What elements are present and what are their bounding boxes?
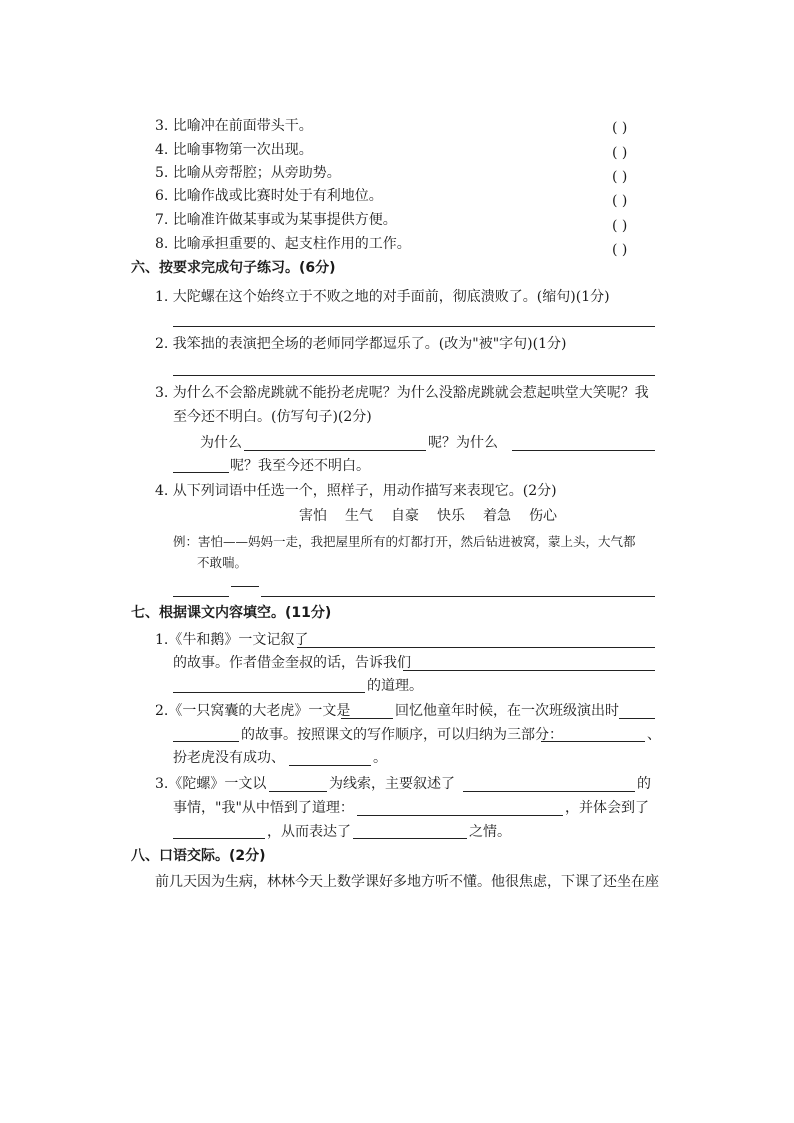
word-angry[interactable]: 生气: [345, 508, 373, 524]
definition-item-4: 4. 比喻事物第一次出现。: [155, 142, 313, 158]
answer-paren-8[interactable]: ( ): [612, 242, 628, 258]
fill-blank-7-3b[interactable]: [463, 791, 635, 792]
word-happy[interactable]: 快乐: [437, 508, 465, 524]
word-proud[interactable]: 自豪: [391, 508, 419, 524]
answer-line-6-1[interactable]: [173, 326, 655, 327]
answer-paren-4[interactable]: ( ): [612, 145, 628, 161]
fill-text-not-understand: 呢？我至今还不明白。: [230, 458, 370, 474]
section-7-heading: 七、根据课文内容填空。(11分): [131, 605, 332, 621]
section-7-q3-b: 为线索，主要叙述了: [329, 776, 455, 792]
answer-paren-6[interactable]: ( ): [612, 193, 628, 209]
section-6-question-1: 1. 大陀螺在这个始终立于不败之地的对手面前，彻底溃败了。(缩句)(1分): [155, 289, 610, 305]
section-6-heading: 六、按要求完成句子练习。(6分): [131, 260, 336, 276]
fill-blank-7-3a[interactable]: [269, 791, 327, 792]
fill-blank-7-3c[interactable]: [357, 815, 563, 816]
definition-item-6: 6. 比喻作战或比赛时处于有利地位。: [155, 188, 383, 204]
example-line-2: 不敢喘。: [197, 555, 248, 570]
section-7-q2-e: 扮老虎没有成功、: [173, 750, 285, 766]
section-8-text: 前几天因为生病，林林今天上数学课好多地方听不懂。他很焦虑，下课了还坐在座: [155, 874, 659, 890]
section-6-question-2: 2. 我笨拙的表演把全场的老师同学都逗乐了。(改为"被"字句)(1分): [155, 336, 567, 352]
fill-blank-7-2c[interactable]: [173, 741, 239, 742]
section-7-q2-c: 的故事。按照课文的写作顺序，可以归纳为三部分：: [241, 727, 563, 743]
section-8-heading: 八、口语交际。(2分): [131, 848, 266, 864]
fill-blank-7-1b[interactable]: [403, 670, 655, 671]
fill-blank-word[interactable]: [173, 596, 229, 597]
fill-blank-7-3d[interactable]: [173, 838, 265, 839]
definition-item-7: 7. 比喻准许做某事或为某事提供方便。: [155, 212, 397, 228]
section-7-q3-a: 3.《陀螺》一文以: [155, 776, 267, 792]
dash-mark: [231, 586, 259, 587]
section-7-q3-c: 的: [637, 776, 651, 792]
answer-paren-5[interactable]: ( ): [612, 169, 628, 185]
section-7-q2-d: 、: [647, 727, 661, 743]
section-7-q2-b: 回忆他童年时候，在一次班级演出时: [395, 703, 619, 719]
section-7-q3-f: ，从而表达了: [267, 824, 351, 840]
word-afraid[interactable]: 害怕: [299, 508, 327, 524]
fill-text-why: 为什么: [200, 435, 242, 451]
section-7-q3-e: ，并体会到了: [565, 800, 649, 816]
section-7-q2-f: 。: [373, 750, 387, 766]
fill-blank-6-3b[interactable]: [512, 450, 655, 451]
answer-paren-7[interactable]: ( ): [612, 218, 628, 234]
definition-item-5: 5. 比喻从旁帮腔；从旁助势。: [155, 165, 341, 181]
fill-blank-7-2e[interactable]: [289, 765, 371, 766]
fill-blank-6-3a[interactable]: [244, 450, 426, 451]
fill-text-why-2: 呢？为什么: [428, 435, 498, 451]
fill-blank-7-2b[interactable]: [619, 718, 655, 719]
answer-line-6-2[interactable]: [173, 375, 655, 376]
fill-blank-7-3e[interactable]: [353, 838, 467, 839]
fill-blank-7-2d[interactable]: [541, 741, 645, 742]
definition-item-3: 3. 比喻冲在前面带头干。: [155, 118, 313, 134]
example-line-1: 例：害怕——妈妈一走，我把屋里所有的灯都打开，然后钻进被窝，蒙上头，大气都: [173, 534, 636, 549]
section-6-question-3: 3. 为什么不会豁虎跳就不能扮老虎呢？为什么没豁虎跳就会惹起哄堂大笑呢？我: [155, 385, 649, 401]
section-7-q1-c: 的道理。: [367, 678, 423, 694]
fill-blank-description[interactable]: [261, 596, 655, 597]
section-6-question-3-cont: 至今还不明白。(仿写句子)(2分): [173, 409, 372, 425]
definition-item-8: 8. 比喻承担重要的、起支柱作用的工作。: [155, 236, 411, 252]
section-7-q1-b: 的故事。作者借金奎叔的话，告诉我们: [173, 655, 411, 671]
fill-blank-7-1a[interactable]: [297, 647, 655, 648]
word-sad[interactable]: 伤心: [529, 508, 557, 524]
fill-blank-7-2a[interactable]: [341, 718, 393, 719]
section-7-q3-g: 之情。: [469, 824, 511, 840]
answer-paren-3[interactable]: ( ): [612, 120, 628, 136]
word-anxious[interactable]: 着急: [483, 508, 511, 524]
section-7-q2-a: 2.《一只窝囊的大老虎》一文是: [155, 703, 351, 719]
word-choices: [290, 506, 566, 526]
section-7-q3-d: 事情，"我"从中悟到了道理：: [173, 800, 354, 816]
section-6-question-4: 4. 从下列词语中任选一个，照样子，用动作描写来表现它。(2分): [155, 483, 557, 499]
section-7-q1-a: 1.《牛和鹅》一文记叙了: [155, 632, 309, 648]
fill-blank-6-3c[interactable]: [173, 472, 229, 473]
fill-blank-7-1c[interactable]: [173, 692, 365, 693]
